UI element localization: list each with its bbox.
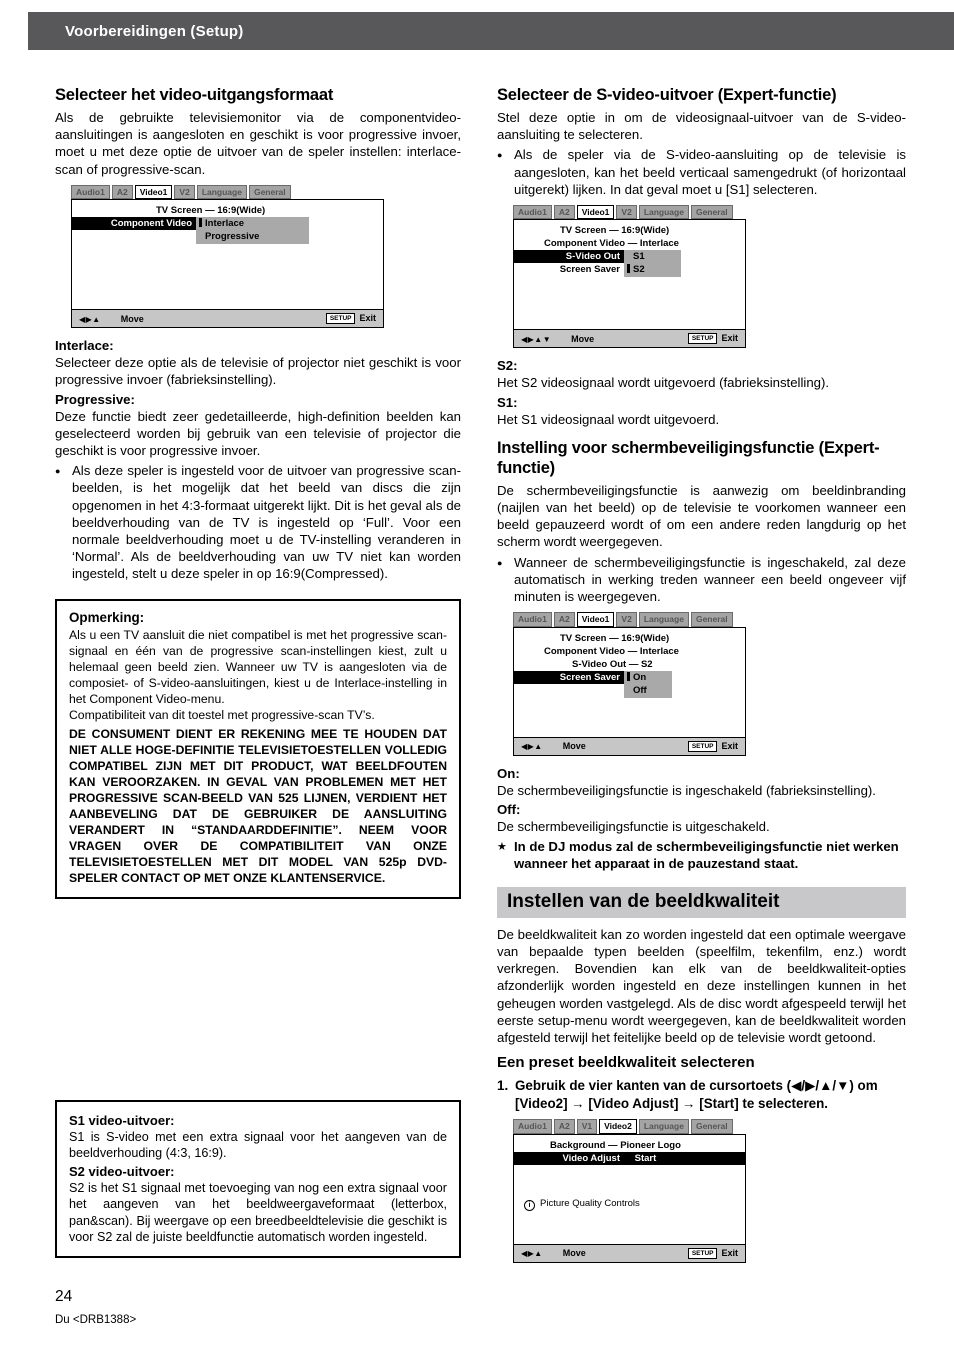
move-label: Move: [571, 333, 595, 344]
page-number: 24: [55, 1288, 73, 1305]
text-on: De schermbeveiligingsfunctie is ingeschakeld (fabrieksinstelling).: [497, 782, 876, 798]
text-s1: Het S1 videosignaal wordt uitgevoerd.: [497, 411, 720, 427]
text-s2-video-output: S2 is het S1 signaal met toevoeging van nog een extra signaal voor het aangeven van het beeldweergaveformaat (letterbox, pan&scan). Bij weergave op een breedbeeldtelevisie die geschikt is voor S2 zal de juiste beeldfunctie automatisch worden ingesteld.: [69, 1180, 447, 1245]
osd-body: [72, 200, 383, 309]
tab-general: General: [691, 1119, 733, 1133]
osd-item-svideo-out: S-Video Out: [514, 250, 624, 263]
osd-menu-svideo-out: [513, 205, 746, 348]
paragraph-video-output-intro: Als de gebruikte televisiemonitor via de componentvideo-aansluitingen is aangesloten en geschikt is voor progressive invoer, moet u met deze optie de uitvoer van de speler instellen: interlace-scan of progressive-scan.: [55, 110, 461, 177]
setup-button-label: SETUP: [688, 1248, 718, 1259]
osd-item-label: Video Adjust: [562, 1152, 620, 1164]
setup-button-label: SETUP: [688, 333, 718, 344]
osd-option-progressive: Progressive: [205, 231, 260, 243]
heading-screensaver: Instelling voor schermbeveiligingsfunctie (Expert-functie): [497, 438, 880, 477]
osd-body: [514, 1135, 745, 1244]
osd-option-label: S2: [633, 264, 645, 276]
setup-button-label: SETUP: [326, 313, 356, 324]
osd-tab-bar: [513, 612, 746, 626]
bullet-text: Wanneer de schermbeveiligingsfunctie is ingeschakeld, zal deze automatisch in werking treden wanneer een beeld ongeveer vijf minuten is weergegeven.: [514, 554, 906, 604]
term-progressive: Progressive:: [55, 391, 135, 407]
paragraph-svideo-intro: Stel deze optie in om de videosignaal-uitvoer van de S-video-aansluiting te selecteren.: [497, 110, 906, 143]
osd-body: [514, 220, 745, 329]
tab-language: Language: [639, 205, 689, 219]
bullet-icon: ●: [55, 466, 61, 477]
osd-option-on: [627, 671, 646, 684]
note-title: Opmerking:: [69, 609, 145, 625]
osd-menu-screen-saver: [513, 612, 746, 755]
svideo-info-box: [55, 1100, 461, 1258]
osd-footer-left: [79, 314, 144, 324]
osd-tab-bar: [71, 185, 384, 199]
osd-tab-bar: [513, 1119, 746, 1133]
bullet-icon: ●: [497, 150, 503, 161]
osd-footer: [72, 309, 383, 327]
tab-v2: V2: [616, 612, 636, 626]
text-progressive: Deze functie biedt zeer gedetailleerde, high-definition beelden kan geselecteerd worden bij gebruik van een televisie of projector die geschikt is voor progressive invoer.: [55, 408, 461, 458]
note-box: [55, 599, 461, 899]
osd-frame: [513, 219, 746, 348]
note-paragraph-compatibility: DE CONSUMENT DIENT ER REKENING MEE TE HOUDEN DAT NIET ALLE HOGE-DEFINITIE TELEVISIETOESTELLEN VOLLEDIG COMPATIBEL ZIJN MET DIT PRODUCT, WAT BEELDFOUTEN KAN VEROORZAKEN. IN GEVAL VAN PROBLEMEN MET HET PROGRESSIVE SCAN-BEELD VAN 525 LIJNEN, VERDIENT HET AANBEVELING DAT DE GEBRUIKER DE AANSLUITING VERANDERT IN “STANDAARDDEFINITIE”. NEEM VOOR VRAGEN OVER DE COMPATIBILITEIT VAN ONZE TELEVISIETOESTELLEN MET DIT MODEL VAN 525p DVD-SPELER CONTACT OP MET ONZE KLANTENSERVICE.: [69, 726, 447, 885]
term-interlace: Interlace:: [55, 338, 114, 354]
tab-v1: V1: [577, 1119, 597, 1133]
tab-audio1: Audio1: [513, 1119, 552, 1133]
star-icon: ★: [497, 840, 507, 853]
term-off: Off:: [497, 801, 521, 817]
exit-label: Exit: [721, 333, 738, 344]
dj-mode-note-text: In de DJ modus zal de schermbeveiligingsfunctie niet werken wanneer het apparaat in de pauzestand staat.: [514, 838, 899, 872]
osd-option-off: Off: [633, 684, 647, 696]
osd-row-tv-screen: TV Screen — 16:9(Wide): [560, 632, 670, 644]
term-on: On:: [497, 765, 520, 781]
tab-general: General: [249, 185, 291, 199]
bullet-progressive-note: [55, 462, 461, 582]
step-text: Gebruik de vier kanten van de cursortoets (◀/▶/▲/▼) om [Video2] → [Video Adjust] → [Start] te selecteren.: [515, 1078, 878, 1111]
info-icon: i: [524, 1200, 535, 1211]
osd-footer-left: [521, 741, 586, 751]
osd-item-component-video: Component Video: [72, 217, 196, 230]
osd-item-screen-saver: Screen Saver: [514, 671, 624, 684]
bullet-screensaver-note: [497, 554, 906, 606]
term-s1: S1:: [497, 394, 518, 410]
tab-a2: A2: [112, 185, 133, 199]
tab-general: General: [691, 205, 733, 219]
page-header-bar: [28, 12, 954, 50]
osd-frame: [71, 199, 384, 328]
osd-footer: [514, 737, 745, 755]
osd-row-background: Background — Pioneer Logo: [550, 1139, 681, 1151]
cursor-marker-icon: [627, 264, 630, 273]
cursor-arrows-icon: ◀▶▲: [79, 314, 101, 324]
paragraph-picture-quality-intro: De beeldkwaliteit kan zo worden ingesteld dat een optimale weergave van bepaalde typen beelden (speelfilm, tekenfilm, enz.) wordt verkregen. Bovendien kan elk van de beeldkwaliteit-opties afzonderlijk worden ingesteld en deze instellingen kunnen in het geheugen worden vastgelegd. Als de disc wordt afgespeeld terwijl het eerste setup-menu wordt weergegeven, kan de beeldkwaliteit worden afgesteld terwijl het feitelijke beeld op de televisie wordt getoond.: [497, 926, 906, 1045]
heading-video-output-format: Selecteer het video-uitgangsformaat: [55, 86, 334, 104]
tab-general: General: [691, 612, 733, 626]
paragraph-screensaver-intro: De schermbeveiligingsfunctie is aanwezig om beeldinbranding (naijlen van het beeld) op de televisie te voorkomen wanneer een beeld gepauzeerd wordt of om een andere reden langdurig op het scherm wordt weergegeven.: [497, 482, 906, 550]
cursor-marker-icon: [627, 672, 630, 681]
tab-video1: Video1: [577, 205, 615, 219]
osd-option-start: Start: [634, 1152, 657, 1164]
cursor-arrows-icon: ◀▶▲: [521, 742, 543, 752]
osd-footer-right: [688, 333, 738, 344]
tab-language: Language: [639, 1119, 689, 1133]
step-number: 1.: [497, 1078, 509, 1094]
osd-menu-video-adjust: [513, 1119, 746, 1262]
cursor-arrows-icon: ◀▶▲▼: [521, 334, 552, 344]
bullet-text: Als de speler via de S-video-aansluiting op de televisie is aangesloten, kan het beeld verticaal samengedrukt (of horizontaal uitgerekt) lijken. In dat geval moet u [S1] selecteren.: [514, 147, 906, 197]
tab-audio1: Audio1: [513, 205, 552, 219]
page-header-title: Voorbereidingen (Setup): [65, 22, 244, 40]
move-label: Move: [562, 741, 586, 752]
osd-row-component-video: Component Video — Interlace: [544, 238, 679, 250]
heading-preset-picture-quality: Een preset beeldkwaliteit selecteren: [497, 1054, 755, 1072]
text-s1-video-output: S1 is S-video met een extra signaal voor het aangeven van de beeldverhouding (4:3, 16:9).: [69, 1130, 447, 1161]
term-s2: S2:: [497, 358, 518, 374]
osd-footer-right: [688, 741, 738, 752]
exit-label: Exit: [721, 740, 738, 751]
tab-video1: Video1: [135, 185, 173, 199]
note-paragraph-2: Compatibiliteit van dit toestel met progressive-scan TV’s.: [69, 707, 375, 722]
tab-a2: A2: [554, 205, 575, 219]
osd-option-label: On: [633, 671, 647, 683]
osd-option-interlace: [199, 217, 244, 230]
osd-footer: [514, 1244, 745, 1262]
right-column: [497, 85, 906, 1272]
osd-frame: [513, 1134, 746, 1263]
osd-footer-right: [326, 313, 376, 324]
tab-language: Language: [639, 612, 689, 626]
osd-tab-bar: [513, 205, 746, 219]
section-heading-picture-quality: Instellen van de beeldkwaliteit: [497, 887, 906, 918]
document-code: Du <DRB1388>: [55, 1314, 137, 1326]
osd-row-component-video: Component Video — Interlace: [544, 645, 679, 657]
cursor-arrows-icon: ◀▶▲: [521, 1249, 543, 1259]
osd-row-svideo-out: S-Video Out — S2: [572, 658, 653, 670]
tab-video1: Video1: [577, 612, 615, 626]
osd-option-s2: [627, 263, 645, 276]
osd-footer-left: [521, 1248, 586, 1258]
osd-body: [514, 628, 745, 737]
osd-row-tv-screen: TV Screen — 16:9(Wide): [560, 225, 670, 237]
setup-button-label: SETUP: [688, 741, 718, 752]
tab-audio1: Audio1: [71, 185, 110, 199]
osd-item-video-adjust: [514, 1152, 745, 1165]
tab-v2: V2: [174, 185, 194, 199]
cursor-marker-icon: [199, 218, 202, 227]
note-paragraph-1: Als u een TV aansluit die niet compatibel is met het progressive scan-signaal en één van de progressive scan-instellingen kiest, zult u helemaal geen beeld zien. Wanneer uw TV is aangesloten via de composiet- of S-video-aansluitingen, kiest u de Interlace-instelling in het Component Video-menu.: [69, 627, 447, 706]
dj-mode-note: [497, 838, 906, 873]
osd-option-s1: S1: [633, 251, 645, 263]
osd-footer: [514, 329, 745, 347]
text-off: De schermbeveiligingsfunctie is uitgeschakeld.: [497, 818, 770, 834]
tab-v2: V2: [616, 205, 636, 219]
tab-a2: A2: [554, 1119, 575, 1133]
move-label: Move: [562, 1248, 586, 1259]
caption-text: Picture Quality Controls: [540, 1197, 640, 1209]
osd-frame: [513, 627, 746, 756]
tab-a2: A2: [554, 612, 575, 626]
osd-item-screen-saver: Screen Saver: [559, 264, 620, 276]
tab-language: Language: [197, 185, 247, 199]
picture-quality-controls-caption: [524, 1197, 640, 1210]
text-interlace: Selecteer deze optie als de televisie of projector niet geschikt is voor progressive invoer (fabrieksinstelling).: [55, 355, 461, 388]
term-s1-video-output: S1 video-uitvoer:: [69, 1113, 175, 1128]
tab-audio1: Audio1: [513, 612, 552, 626]
heading-svideo-output: Selecteer de S-video-uitvoer (Expert-functie): [497, 86, 837, 104]
bullet-text: Als deze speler is ingesteld voor de uitvoer van progressive scan-beelden, is het mogelijk dat het beeld van discs die zijn opgenomen in het 4:3-formaat uitgerekt lijkt. Dit is het geval als de beeldverhouding van de TV is ingesteld op ‘Full’. Voor een normale beeldverhouding moet u de TV-instelling veranderen in ‘Normal’. Als de beeldverhouding van uw TV niet kan worden ingesteld, stelt u deze speler in op 16:9(Compressed).: [72, 463, 461, 582]
move-label: Move: [120, 313, 144, 324]
left-column: [55, 85, 461, 899]
bullet-icon: ●: [497, 557, 503, 568]
osd-menu-video-output: [71, 185, 384, 328]
text-s2: Het S2 videosignaal wordt uitgevoerd (fabrieksinstelling).: [497, 375, 830, 391]
osd-footer-left: [521, 334, 594, 344]
step-1: [497, 1077, 906, 1112]
osd-option-label: Interlace: [205, 218, 245, 230]
osd-row-tv-screen: TV Screen — 16:9(Wide): [156, 205, 266, 217]
bullet-svideo-note: [497, 146, 906, 198]
exit-label: Exit: [359, 313, 376, 324]
term-s2-video-output: S2 video-uitvoer:: [69, 1163, 175, 1179]
tab-video2: Video2: [599, 1119, 637, 1133]
osd-footer-right: [688, 1248, 738, 1259]
exit-label: Exit: [721, 1247, 738, 1258]
